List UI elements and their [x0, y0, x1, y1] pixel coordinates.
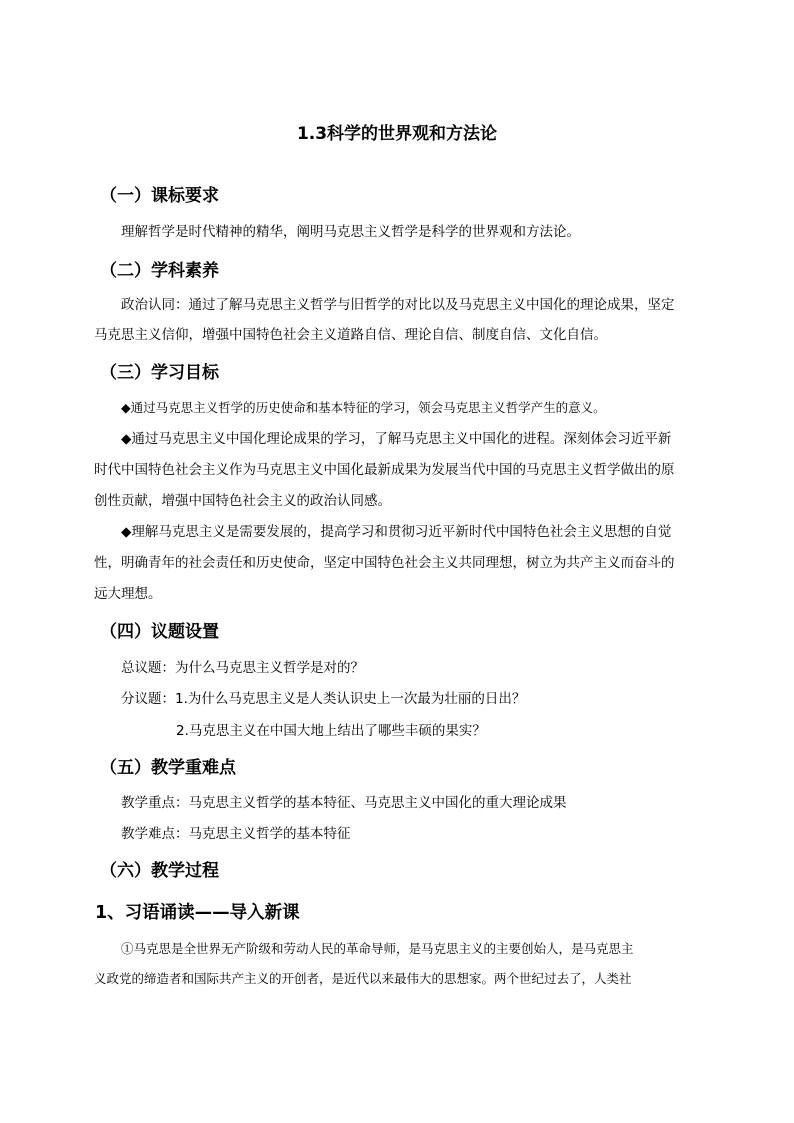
- section-heading-standards: （一）课标要求: [100, 186, 219, 206]
- paragraph-line: 马克思主义信仰，增强中国特色社会主义道路自信、理论自信、制度自信、文化自信。: [94, 327, 607, 343]
- difficult-point: 教学难点：马克思主义哲学的基本特征: [121, 826, 351, 842]
- section-heading-process: （六）教学过程: [100, 861, 219, 881]
- part-heading-intro: 1、习语诵读——导入新课: [95, 903, 300, 923]
- objective-bullet: ◆通过马克思主义中国化理论成果的学习，了解马克思主义中国化的进程。深刻体会习近平新: [121, 431, 672, 447]
- sub-topic: 2.马克思主义在中国大地上结出了哪些丰硕的果实？: [176, 723, 486, 739]
- sub-topic: 分议题：1.为什么马克思主义是人类认识史上一次最为壮丽的日出？: [121, 691, 526, 707]
- paragraph-line: 远大理想。: [94, 586, 162, 602]
- section-heading-key-points: （五）教学重难点: [100, 758, 236, 778]
- paragraph-line: 时代中国特色社会主义作为马克思主义中国化最新成果为发展当代中国的马克思主义哲学做出的原: [94, 462, 675, 478]
- section-heading-objectives: （三）学习目标: [100, 363, 219, 383]
- paragraph-line: 性，明确青年的社会责任和历史使命，坚定中国特色社会主义共同理想，树立为共产主义而奋斗的: [94, 555, 675, 571]
- page-title: 1.3科学的世界观和方法论: [296, 124, 498, 144]
- objective-bullet: ◆理解马克思主义是需要发展的，提高学习和贯彻习近平新时代中国特色社会主义思想的自觉: [121, 524, 672, 540]
- paragraph-line: ①马克思是全世界无产阶级和劳动人民的革命导师，是马克思主义的主要创始人，是马克思主: [121, 941, 634, 956]
- paragraph-line: 创性贡献，增强中国特色社会主义的政治认同感。: [94, 493, 391, 509]
- key-point: 教学重点：马克思主义哲学的基本特征、马克思主义中国化的重大理论成果: [121, 795, 567, 811]
- main-topic: 总议题：为什么马克思主义哲学是对的？: [121, 660, 364, 676]
- paragraph-line: 政治认同：通过了解马克思主义哲学与旧哲学的对比以及马克思主义中国化的理论成果，坚定: [121, 297, 675, 313]
- section-heading-topics: （四）议题设置: [100, 622, 219, 642]
- objective-bullet: ◆通过马克思主义哲学的历史使命和基本特征的学习，领会马克思主义哲学产生的意义。: [121, 400, 606, 415]
- section-heading-literacy: （二）学科素养: [100, 261, 219, 281]
- paragraph-line: 义政党的缔造者和国际共产主义的开创者，是近代以来最伟大的思想家。两个世纪过去了，人类社: [94, 971, 632, 986]
- paragraph-line: 理解哲学是时代精神的精华，阐明马克思主义哲学是科学的世界观和方法论。: [121, 224, 580, 240]
